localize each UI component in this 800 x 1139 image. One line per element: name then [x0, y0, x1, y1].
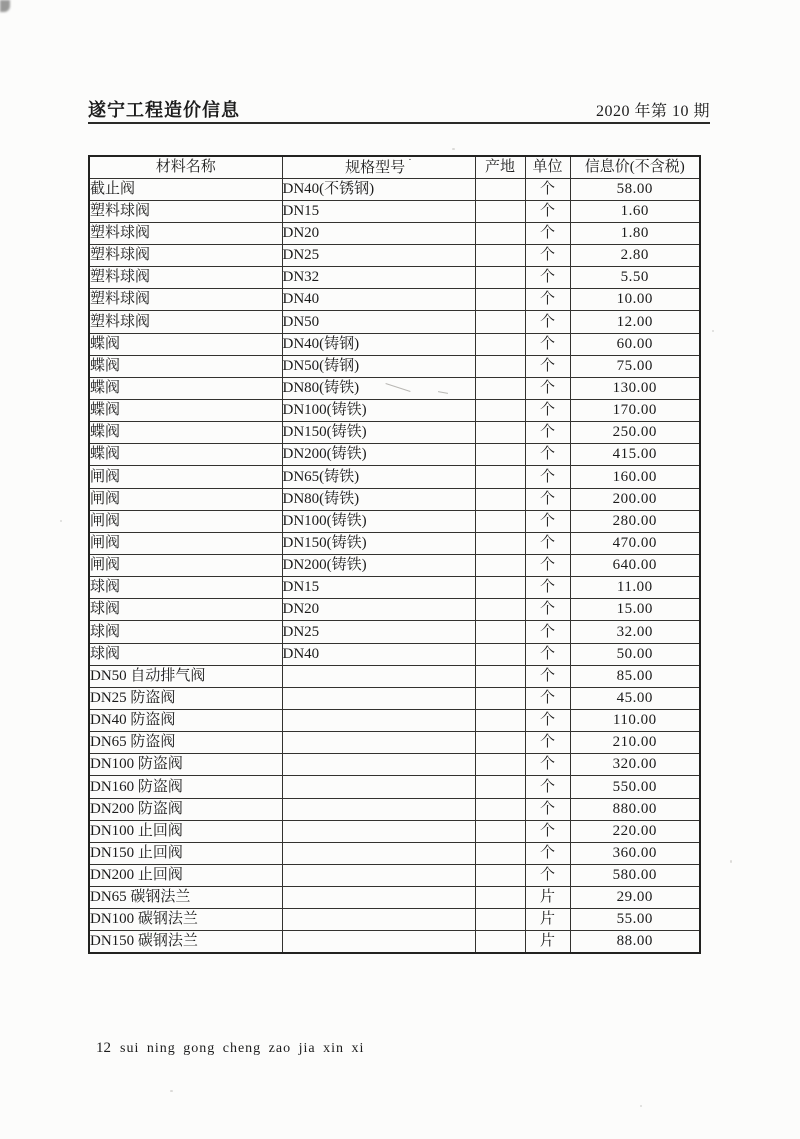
- cell-unit: 个: [525, 267, 570, 289]
- cell-spec: DN100(铸铁): [282, 510, 475, 532]
- cell-origin: [475, 643, 525, 665]
- cell-price: 880.00: [570, 798, 700, 820]
- cell-spec: DN150(铸铁): [282, 422, 475, 444]
- cell-spec: DN100(铸铁): [282, 400, 475, 422]
- column-header-spec: 规格型号 ˙: [282, 156, 475, 178]
- scan-speck: [730, 860, 732, 863]
- table-row: [89, 555, 700, 577]
- cell-unit: 个: [525, 510, 570, 532]
- table-header-row: [89, 156, 700, 178]
- cell-price: 5.50: [570, 267, 700, 289]
- column-header-origin: 产地: [475, 156, 525, 178]
- cell-origin: [475, 400, 525, 422]
- cell-spec: [282, 687, 475, 709]
- cell-origin: [475, 488, 525, 510]
- table-row: [89, 887, 700, 909]
- cell-spec: DN20: [282, 599, 475, 621]
- cell-name: 蝶阀: [89, 377, 282, 399]
- cell-price: 29.00: [570, 887, 700, 909]
- cell-origin: [475, 931, 525, 953]
- cell-name: DN65 碳钢法兰: [89, 887, 282, 909]
- cell-origin: [475, 200, 525, 222]
- cell-unit: 个: [525, 820, 570, 842]
- cell-spec: DN40: [282, 289, 475, 311]
- cell-unit: 个: [525, 355, 570, 377]
- cell-price: 160.00: [570, 466, 700, 488]
- cell-origin: [475, 710, 525, 732]
- cell-spec: DN50(铸钢): [282, 355, 475, 377]
- cell-price: 45.00: [570, 687, 700, 709]
- cell-name: DN40 防盗阀: [89, 710, 282, 732]
- table-row: [89, 355, 700, 377]
- cell-price: 15.00: [570, 599, 700, 621]
- scan-smudge: [0, 0, 10, 12]
- cell-origin: [475, 842, 525, 864]
- cell-unit: 个: [525, 222, 570, 244]
- cell-unit: 个: [525, 178, 570, 200]
- table-row: [89, 289, 700, 311]
- cell-spec: DN50: [282, 311, 475, 333]
- cell-unit: 个: [525, 710, 570, 732]
- issue-label: 2020 年第 10 期: [595, 103, 710, 120]
- cell-price: 58.00: [570, 178, 700, 200]
- cell-price: 75.00: [570, 355, 700, 377]
- cell-spec: DN15: [282, 200, 475, 222]
- cell-origin: [475, 776, 525, 798]
- material-price-table: [88, 155, 701, 954]
- cell-origin: [475, 555, 525, 577]
- cell-name: DN25 防盗阀: [89, 687, 282, 709]
- cell-price: 580.00: [570, 865, 700, 887]
- document-title: 遂宁工程造价信息: [88, 100, 240, 120]
- cell-spec: DN20: [282, 222, 475, 244]
- cell-name: DN50 自动排气阀: [89, 665, 282, 687]
- cell-name: 塑料球阀: [89, 222, 282, 244]
- table-row: [89, 178, 700, 200]
- cell-price: 32.00: [570, 621, 700, 643]
- cell-spec: [282, 732, 475, 754]
- cell-origin: [475, 333, 525, 355]
- cell-spec: [282, 754, 475, 776]
- cell-name: 蝶阀: [89, 355, 282, 377]
- cell-origin: [475, 820, 525, 842]
- table-row: [89, 665, 700, 687]
- cell-spec: [282, 909, 475, 931]
- cell-spec: [282, 820, 475, 842]
- cell-origin: [475, 599, 525, 621]
- cell-unit: 个: [525, 377, 570, 399]
- table-body: [89, 178, 700, 953]
- cell-unit: 个: [525, 289, 570, 311]
- cell-spec: DN40(铸钢): [282, 333, 475, 355]
- cell-origin: [475, 355, 525, 377]
- table-row: [89, 444, 700, 466]
- table-row: [89, 400, 700, 422]
- cell-origin: [475, 621, 525, 643]
- table-row: [89, 599, 700, 621]
- column-header-price: 信息价(不含税): [570, 156, 700, 178]
- table-row: [89, 532, 700, 554]
- cell-name: DN100 止回阀: [89, 820, 282, 842]
- cell-price: 55.00: [570, 909, 700, 931]
- cell-unit: 个: [525, 665, 570, 687]
- cell-unit: 个: [525, 333, 570, 355]
- table-row: [89, 820, 700, 842]
- cell-unit: 个: [525, 532, 570, 554]
- cell-name: 球阀: [89, 621, 282, 643]
- cell-unit: 个: [525, 444, 570, 466]
- cell-unit: 个: [525, 488, 570, 510]
- cell-unit: 片: [525, 931, 570, 953]
- cell-price: 1.60: [570, 200, 700, 222]
- table-row: [89, 333, 700, 355]
- cell-price: 415.00: [570, 444, 700, 466]
- table-row: [89, 200, 700, 222]
- cell-price: 200.00: [570, 488, 700, 510]
- cell-name: 球阀: [89, 599, 282, 621]
- cell-origin: [475, 754, 525, 776]
- cell-origin: [475, 311, 525, 333]
- cell-spec: [282, 887, 475, 909]
- cell-price: 11.00: [570, 577, 700, 599]
- cell-name: 塑料球阀: [89, 245, 282, 267]
- cell-price: 360.00: [570, 842, 700, 864]
- page-footer: [96, 1040, 364, 1057]
- cell-origin: [475, 178, 525, 200]
- cell-spec: DN65(铸铁): [282, 466, 475, 488]
- cell-origin: [475, 532, 525, 554]
- cell-name: DN100 碳钢法兰: [89, 909, 282, 931]
- cell-name: 闸阀: [89, 555, 282, 577]
- cell-unit: 个: [525, 311, 570, 333]
- scan-speck: [452, 148, 455, 150]
- cell-price: 470.00: [570, 532, 700, 554]
- table-row: [89, 842, 700, 864]
- scan-speck: [712, 330, 714, 332]
- cell-spec: DN150(铸铁): [282, 532, 475, 554]
- cell-origin: [475, 798, 525, 820]
- cell-price: 88.00: [570, 931, 700, 953]
- cell-price: 12.00: [570, 311, 700, 333]
- cell-spec: DN32: [282, 267, 475, 289]
- cell-origin: [475, 222, 525, 244]
- spec-header-mark: ˙: [408, 157, 412, 170]
- header-rule: [88, 122, 710, 124]
- cell-origin: [475, 267, 525, 289]
- cell-name: 蝶阀: [89, 400, 282, 422]
- cell-price: 130.00: [570, 377, 700, 399]
- table-row: [89, 865, 700, 887]
- cell-spec: DN15: [282, 577, 475, 599]
- cell-price: 60.00: [570, 333, 700, 355]
- cell-unit: 个: [525, 200, 570, 222]
- cell-origin: [475, 909, 525, 931]
- cell-price: 10.00: [570, 289, 700, 311]
- scan-speck: [60, 520, 62, 522]
- cell-origin: [475, 510, 525, 532]
- cell-spec: DN40(不锈钢): [282, 178, 475, 200]
- table-row: [89, 621, 700, 643]
- column-header-material-name: 材料名称: [89, 156, 282, 178]
- cell-unit: 个: [525, 577, 570, 599]
- cell-price: 320.00: [570, 754, 700, 776]
- cell-price: 2.80: [570, 245, 700, 267]
- cell-spec: [282, 798, 475, 820]
- table-row: [89, 754, 700, 776]
- cell-unit: 个: [525, 621, 570, 643]
- cell-spec: [282, 842, 475, 864]
- cell-spec: [282, 865, 475, 887]
- table-row: [89, 931, 700, 953]
- cell-name: 闸阀: [89, 488, 282, 510]
- cell-unit: 片: [525, 909, 570, 931]
- cell-unit: 个: [525, 776, 570, 798]
- table-row: [89, 377, 700, 399]
- cell-spec: DN25: [282, 245, 475, 267]
- cell-spec: DN80(铸铁): [282, 488, 475, 510]
- cell-price: 640.00: [570, 555, 700, 577]
- cell-origin: [475, 245, 525, 267]
- cell-origin: [475, 377, 525, 399]
- cell-unit: 个: [525, 865, 570, 887]
- cell-unit: 片: [525, 887, 570, 909]
- cell-unit: 个: [525, 643, 570, 665]
- cell-spec: [282, 776, 475, 798]
- cell-name: 闸阀: [89, 510, 282, 532]
- cell-price: 250.00: [570, 422, 700, 444]
- page-number: 12: [96, 1040, 111, 1056]
- cell-origin: [475, 422, 525, 444]
- cell-price: 50.00: [570, 643, 700, 665]
- cell-origin: [475, 665, 525, 687]
- cell-name: DN100 防盗阀: [89, 754, 282, 776]
- cell-name: 塑料球阀: [89, 267, 282, 289]
- cell-origin: [475, 732, 525, 754]
- cell-spec: DN80(铸铁): [282, 377, 475, 399]
- cell-price: 280.00: [570, 510, 700, 532]
- scan-speck: [170, 1090, 173, 1092]
- cell-price: 170.00: [570, 400, 700, 422]
- document-header: [88, 96, 710, 122]
- cell-unit: 个: [525, 422, 570, 444]
- table-row: [89, 466, 700, 488]
- cell-spec: [282, 710, 475, 732]
- table-row: [89, 245, 700, 267]
- table-row: [89, 643, 700, 665]
- table-row: [89, 577, 700, 599]
- price-table-container: [88, 155, 701, 954]
- cell-name: 球阀: [89, 643, 282, 665]
- cell-origin: [475, 466, 525, 488]
- table-row: [89, 798, 700, 820]
- column-header-unit: 单位: [525, 156, 570, 178]
- cell-unit: 个: [525, 842, 570, 864]
- cell-name: 蝶阀: [89, 422, 282, 444]
- table-row: [89, 732, 700, 754]
- cell-spec: DN200(铸铁): [282, 555, 475, 577]
- cell-spec: DN25: [282, 621, 475, 643]
- cell-name: 球阀: [89, 577, 282, 599]
- cell-price: 85.00: [570, 665, 700, 687]
- cell-name: 塑料球阀: [89, 311, 282, 333]
- cell-name: DN200 防盗阀: [89, 798, 282, 820]
- cell-origin: [475, 289, 525, 311]
- cell-origin: [475, 577, 525, 599]
- cell-price: 210.00: [570, 732, 700, 754]
- table-row: [89, 488, 700, 510]
- cell-unit: 个: [525, 798, 570, 820]
- cell-name: DN200 止回阀: [89, 865, 282, 887]
- cell-unit: 个: [525, 754, 570, 776]
- table-row: [89, 422, 700, 444]
- cell-name: DN150 止回阀: [89, 842, 282, 864]
- table-row: [89, 909, 700, 931]
- cell-name: DN65 防盗阀: [89, 732, 282, 754]
- cell-origin: [475, 865, 525, 887]
- cell-unit: 个: [525, 400, 570, 422]
- cell-origin: [475, 887, 525, 909]
- cell-unit: 个: [525, 466, 570, 488]
- footer-pinyin: sui ning gong cheng zao jia xin xi: [120, 1041, 365, 1056]
- cell-unit: 个: [525, 732, 570, 754]
- table-row: [89, 776, 700, 798]
- cell-origin: [475, 444, 525, 466]
- cell-unit: 个: [525, 687, 570, 709]
- table-row: [89, 311, 700, 333]
- table-row: [89, 267, 700, 289]
- cell-origin: [475, 687, 525, 709]
- cell-name: DN150 碳钢法兰: [89, 931, 282, 953]
- cell-unit: 个: [525, 245, 570, 267]
- table-row: [89, 510, 700, 532]
- cell-unit: 个: [525, 599, 570, 621]
- cell-name: 蝶阀: [89, 333, 282, 355]
- cell-price: 550.00: [570, 776, 700, 798]
- cell-price: 110.00: [570, 710, 700, 732]
- cell-price: 220.00: [570, 820, 700, 842]
- cell-spec: DN200(铸铁): [282, 444, 475, 466]
- cell-name: 闸阀: [89, 532, 282, 554]
- cell-name: 闸阀: [89, 466, 282, 488]
- cell-name: 塑料球阀: [89, 289, 282, 311]
- cell-spec: DN40: [282, 643, 475, 665]
- cell-price: 1.80: [570, 222, 700, 244]
- cell-name: 塑料球阀: [89, 200, 282, 222]
- cell-name: 截止阀: [89, 178, 282, 200]
- table-row: [89, 710, 700, 732]
- cell-spec: [282, 931, 475, 953]
- cell-name: 蝶阀: [89, 444, 282, 466]
- table-row: [89, 687, 700, 709]
- cell-name: DN160 防盗阀: [89, 776, 282, 798]
- cell-unit: 个: [525, 555, 570, 577]
- scan-speck: [640, 1105, 642, 1107]
- cell-spec: [282, 665, 475, 687]
- table-row: [89, 222, 700, 244]
